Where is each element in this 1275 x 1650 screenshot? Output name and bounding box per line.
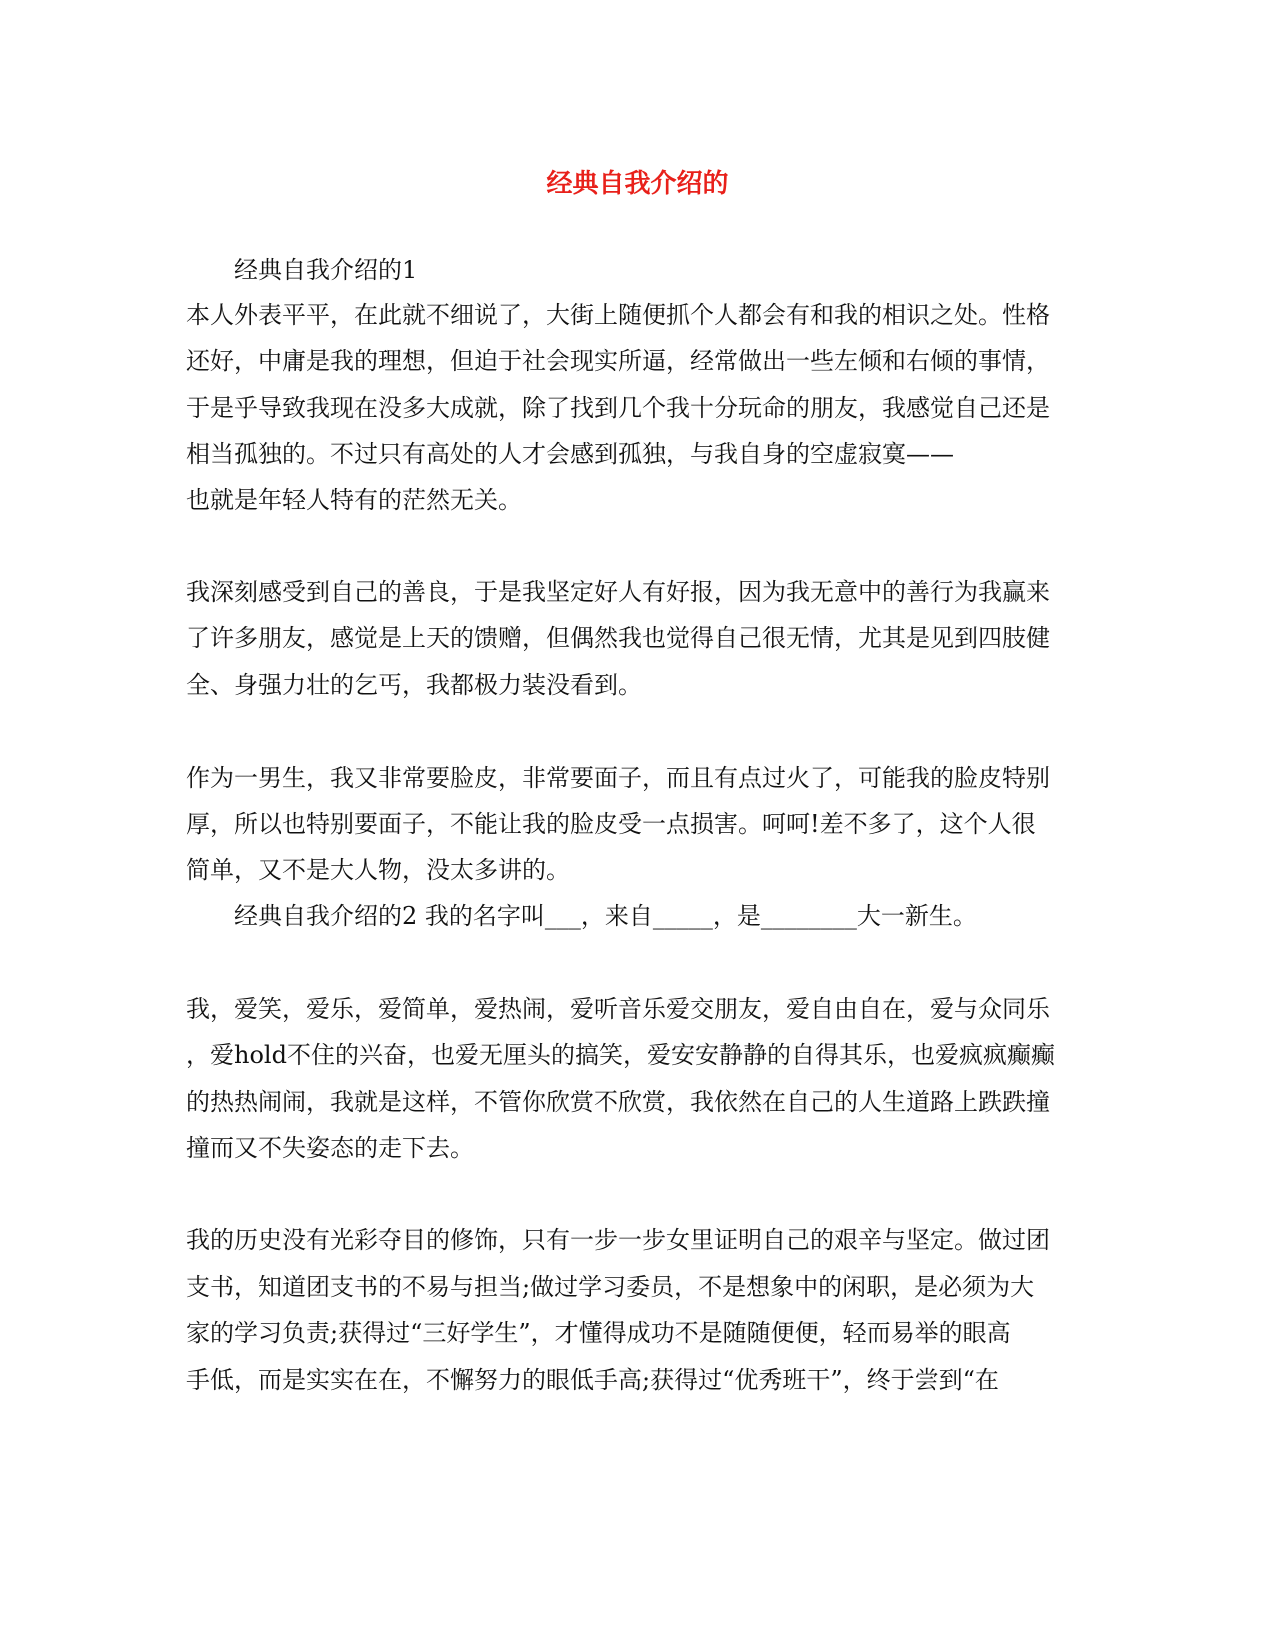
paragraph-line: 还好，中庸是我的理想，但迫于社会现实所逼，经常做出一些左倾和右倾的事情， bbox=[186, 347, 1050, 375]
paragraph-line: 作为一男生，我又非常要脸皮，非常要面子，而且有点过火了，可能我的脸皮特别 bbox=[186, 764, 1050, 792]
paragraph-line: 我，爱笑，爱乐，爱简单，爱热闹，爱听音乐爱交朋友，爱自由自在，爱与众同乐 bbox=[186, 995, 1050, 1023]
paragraph-line: 支书，知道团支书的不易与担当;做过学习委员，不是想象中的闲职，是必须为大 bbox=[186, 1273, 1035, 1301]
paragraph-line: 全、身强力壮的乞丐，我都极力装没看到。 bbox=[186, 671, 642, 699]
section-heading-2: 经典自我介绍的2 我的名字叫___，来自_____，是________大一新生。 bbox=[234, 902, 977, 930]
paragraph-line: 简单，又不是大人物，没太多讲的。 bbox=[186, 856, 570, 884]
paragraph-line: 于是乎导致我现在没多大成就，除了找到几个我十分玩命的朋友，我感觉自己还是 bbox=[186, 394, 1050, 422]
paragraph-line: 家的学习负责;获得过“三好学生”，才懂得成功不是随随便便，轻而易举的眼高 bbox=[186, 1319, 1011, 1347]
section-heading-1: 经典自我介绍的1 bbox=[234, 256, 418, 284]
paragraph-line: 撞而又不失姿态的走下去。 bbox=[186, 1134, 474, 1162]
paragraph-line: 了许多朋友，感觉是上天的馈赠，但偶然我也觉得自己很无情，尤其是见到四肢健 bbox=[186, 624, 1050, 652]
paragraph-line: 的热热闹闹，我就是这样，不管你欣赏不欣赏，我依然在自己的人生道路上跌跌撞 bbox=[186, 1088, 1050, 1116]
paragraph-line: 我的历史没有光彩夺目的修饰，只有一步一步女里证明自己的艰辛与坚定。做过团 bbox=[186, 1226, 1050, 1254]
paragraph-line: 我深刻感受到自己的善良，于是我坚定好人有好报，因为我无意中的善行为我赢来 bbox=[186, 578, 1050, 606]
paragraph-line: 本人外表平平，在此就不细说了，大街上随便抓个人都会有和我的相识之处。性格 bbox=[186, 301, 1050, 329]
page-title: 经典自我介绍的 bbox=[546, 169, 729, 199]
paragraph-line: 厚，所以也特别要面子，不能让我的脸皮受一点损害。呵呵!差不多了，这个人很 bbox=[186, 810, 1036, 838]
paragraph-line: 也就是年轻人特有的茫然无关。 bbox=[186, 486, 522, 514]
paragraph-line: ，爱hold不住的兴奋，也爱无厘头的搞笑，爱安安静静的自得其乐，也爱疯疯癫癫 bbox=[186, 1041, 1055, 1069]
paragraph-line: 相当孤独的。不过只有高处的人才会感到孤独，与我自身的空虚寂寞—— bbox=[186, 440, 954, 468]
paragraph-line: 手低，而是实实在在，不懈努力的眼低手高;获得过“优秀班干”，终于尝到“在 bbox=[186, 1366, 999, 1394]
